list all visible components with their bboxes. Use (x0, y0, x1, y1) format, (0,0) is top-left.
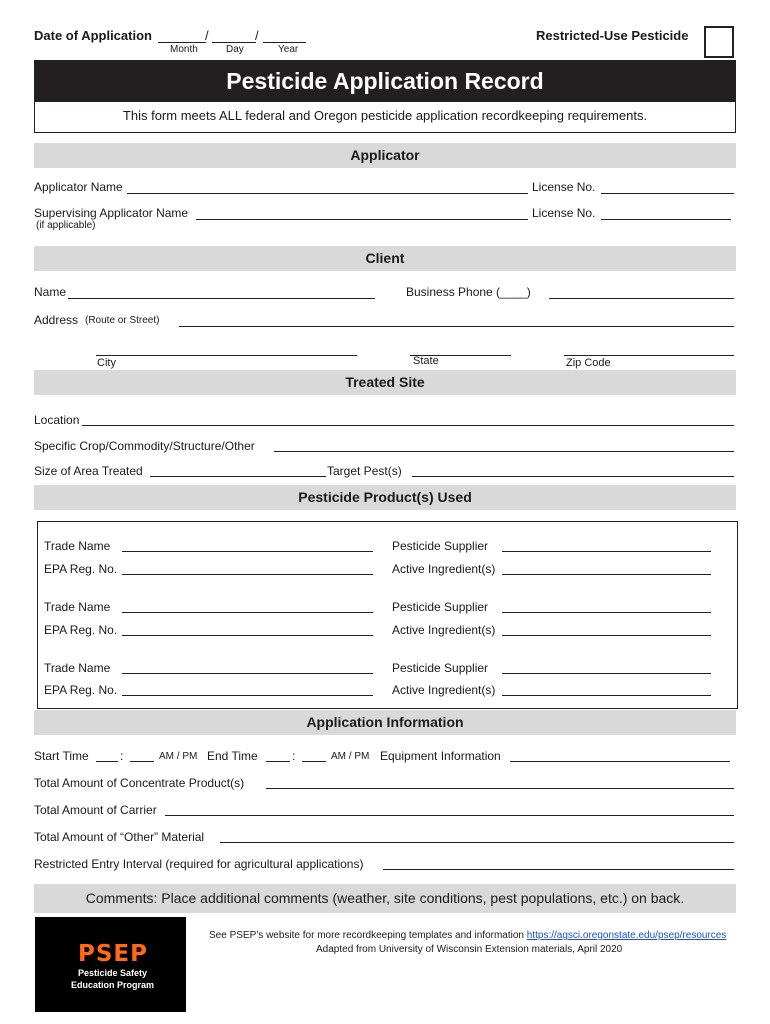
license-field-2[interactable] (601, 219, 731, 220)
client-name-field[interactable] (68, 298, 375, 299)
active-ingredient-label: Active Ingredient(s) (392, 683, 496, 697)
psep-logo (35, 917, 186, 1012)
active-ingredient-field[interactable] (502, 635, 711, 636)
time-separator: : (120, 749, 124, 763)
footer-adapted-text: Adapted from University of Wisconsin Extension materials, April 2020 (316, 944, 623, 955)
carrier-field[interactable] (165, 815, 734, 816)
trade-name-field[interactable] (122, 551, 373, 552)
start-time-label: Start Time (34, 749, 89, 763)
psep-logo-line1: Pesticide Safety (78, 968, 148, 978)
comments-note: Comments: Place additional comments (weather, site conditions, pest populations, etc.) on back. (34, 884, 736, 913)
if-applicable-note: (if applicable) (36, 220, 96, 231)
active-ingredient-label: Active Ingredient(s) (392, 623, 496, 637)
supervising-applicator-field[interactable] (196, 219, 528, 220)
epa-reg-field[interactable] (122, 695, 373, 696)
rei-label: Restricted Entry Interval (required for agricultural applications) (34, 857, 364, 871)
target-pest-label: Target Pest(s) (327, 464, 402, 478)
location-label: Location (34, 413, 80, 427)
footer-see-text (209, 930, 726, 941)
trade-name-label: Trade Name (44, 600, 111, 614)
pesticide-supplier-label: Pesticide Supplier (392, 539, 489, 553)
products-heading: Pesticide Product(s) Used (34, 485, 736, 510)
date-separator: / (255, 28, 259, 43)
day-caption: Day (226, 44, 244, 55)
client-name-label: Name (34, 285, 67, 299)
other-material-label: Total Amount of “Other” Material (34, 830, 205, 844)
state-caption: State (413, 355, 439, 367)
target-pest-field[interactable] (412, 476, 734, 477)
pesticide-supplier-label: Pesticide Supplier (392, 600, 489, 614)
restricted-use-checkbox[interactable] (704, 26, 734, 58)
year-caption: Year (278, 44, 299, 55)
psep-resources-link[interactable]: https://agsci.oregonstate.edu/psep/resources (526, 930, 727, 941)
start-am-pm: AM / PM (159, 751, 198, 762)
trade-name-label: Trade Name (44, 539, 111, 553)
month-caption: Month (170, 44, 198, 55)
active-ingredient-label: Active Ingredient(s) (392, 562, 496, 576)
active-ingredient-field[interactable] (502, 695, 711, 696)
day-field[interactable] (212, 42, 256, 43)
month-field[interactable] (158, 42, 206, 43)
concentrate-label: Total Amount of Concentrate Product(s) (34, 776, 245, 790)
psep-logo-text: PSEP (78, 941, 148, 967)
license-label-2: License No. (532, 206, 596, 220)
crop-label: Specific Crop/Commodity/Structure/Other (34, 439, 255, 453)
epa-reg-label: EPA Reg. No. (44, 623, 118, 637)
trade-name-field[interactable] (122, 612, 373, 613)
address-field[interactable] (179, 326, 734, 327)
business-phone-label: Business Phone (____) (406, 285, 531, 299)
address-hint: (Route or Street) (85, 315, 160, 326)
treated-site-heading: Treated Site (34, 370, 736, 395)
psep-logo-line2: Education Program (71, 980, 155, 990)
end-am-pm: AM / PM (331, 751, 370, 762)
applicator-name-field[interactable] (127, 193, 528, 194)
applicator-heading: Applicator (34, 143, 736, 168)
business-phone-field[interactable] (549, 298, 734, 299)
supervising-applicator-label: Supervising Applicator Name (34, 206, 189, 220)
city-caption: City (97, 357, 116, 369)
size-of-area-label: Size of Area Treated (34, 464, 143, 478)
restricted-use-label: Restricted-Use Pesticide (536, 28, 689, 43)
pesticide-supplier-label: Pesticide Supplier (392, 661, 489, 675)
date-of-application-label: Date of Application (34, 28, 152, 43)
equipment-label: Equipment Information (380, 749, 501, 763)
products-box (37, 521, 738, 709)
equipment-field[interactable] (510, 761, 730, 762)
zip-caption: Zip Code (566, 357, 611, 369)
epa-reg-field[interactable] (122, 635, 373, 636)
epa-reg-label: EPA Reg. No. (44, 562, 118, 576)
license-field[interactable] (601, 193, 734, 194)
zip-field[interactable] (564, 355, 734, 356)
city-field[interactable] (96, 355, 357, 356)
other-material-field[interactable] (220, 842, 734, 843)
start-minute-field[interactable] (130, 761, 154, 762)
license-label: License No. (532, 180, 596, 194)
address-label: Address (34, 313, 79, 327)
pesticide-supplier-field[interactable] (502, 673, 711, 674)
concentrate-field[interactable] (266, 788, 734, 789)
start-hour-field[interactable] (96, 761, 118, 762)
applicator-name-label: Applicator Name (34, 180, 123, 194)
application-info-heading: Application Information (34, 710, 736, 735)
trade-name-label: Trade Name (44, 661, 111, 675)
active-ingredient-field[interactable] (502, 574, 711, 575)
location-field[interactable] (82, 425, 734, 426)
client-heading: Client (34, 246, 736, 271)
pesticide-supplier-field[interactable] (502, 551, 711, 552)
year-field[interactable] (263, 42, 306, 43)
page-subtitle: This form meets ALL federal and Oregon pesticide application recordkeeping requirements. (34, 102, 736, 133)
time-separator: : (292, 749, 296, 763)
end-minute-field[interactable] (302, 761, 326, 762)
end-hour-field[interactable] (266, 761, 290, 762)
footer-see-label: See PSEP’s website for more recordkeeping templates and information (209, 930, 524, 941)
trade-name-field[interactable] (122, 673, 373, 674)
crop-field[interactable] (274, 451, 734, 452)
rei-field[interactable] (383, 869, 734, 870)
epa-reg-field[interactable] (122, 574, 373, 575)
size-of-area-field[interactable] (150, 476, 326, 477)
page-title: Pesticide Application Record (34, 60, 736, 102)
epa-reg-label: EPA Reg. No. (44, 683, 118, 697)
pesticide-supplier-field[interactable] (502, 612, 711, 613)
date-separator: / (205, 28, 209, 43)
carrier-label: Total Amount of Carrier (34, 803, 157, 817)
end-time-label: End Time (207, 749, 258, 763)
